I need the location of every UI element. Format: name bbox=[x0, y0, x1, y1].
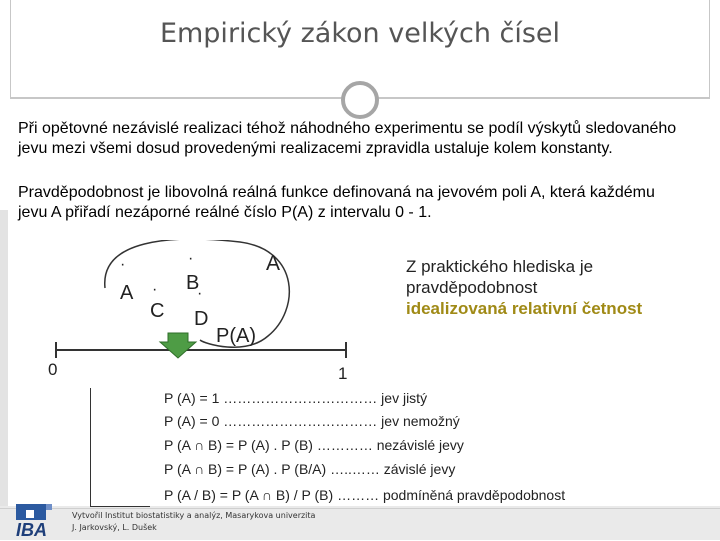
rule-leader: ……… bbox=[337, 487, 380, 503]
side-note-highlight: idealizovaná relativní četnost bbox=[406, 299, 643, 318]
event-dot: · bbox=[120, 256, 126, 273]
rule-leader: …..…… bbox=[330, 461, 380, 477]
side-note-text: Z praktického hlediska je pravděpodobnost bbox=[406, 257, 594, 297]
rule-dependent-events bbox=[164, 461, 455, 477]
rule-meaning: nezávislé jevy bbox=[376, 437, 464, 453]
page-title: Empirický zákon velkých čísel bbox=[159, 18, 561, 49]
mapping-label: P(A) bbox=[216, 325, 256, 347]
footer-credit-authors: J. Jarkovský, L. Dušek bbox=[72, 523, 157, 532]
rule-meaning: jev nemožný bbox=[381, 413, 460, 429]
footer-line bbox=[0, 508, 720, 509]
rule-formula: P (A ∩ B) = P (A) . P (B/A) bbox=[164, 461, 327, 477]
event-label-b: B bbox=[186, 272, 200, 294]
ring-ornament bbox=[341, 81, 379, 119]
rules-frame-left bbox=[90, 388, 91, 506]
paragraph-probability-definition: Pravděpodobnost je libovolná reálná funkce definovaná na jevovém poli A, která každému jevu A přiřadí nezáporné reálné číslo P(A) z intervalu 0 - 1. bbox=[18, 184, 655, 221]
set-label: A bbox=[266, 252, 281, 275]
footer-credit-institute: Vytvořil Institut biostatistiky a analýz, Masarykova univerzita bbox=[72, 511, 316, 520]
paragraph-empirical-law: Při opětovné nezávislé realizaci téhož náhodného experimentu se podíl výskytů sledovaného jevu mezi všemi dosud provedenými realizacemi zpravidla ustaluje kolem konstanty. bbox=[18, 120, 677, 157]
axis-label-one: 1 bbox=[338, 364, 348, 383]
event-label-d: D bbox=[194, 308, 209, 330]
event-dot: · bbox=[188, 250, 194, 267]
rule-formula: P (A ∩ B) = P (A) . P (B) bbox=[164, 437, 313, 453]
iba-logo-text: IBA bbox=[16, 520, 47, 540]
rule-leader: …………………………… bbox=[223, 390, 378, 406]
rule-independent-events bbox=[164, 437, 464, 453]
rule-formula: P (A) = 1 bbox=[164, 390, 220, 406]
event-dot: · bbox=[197, 285, 203, 302]
rule-leader: ………… bbox=[316, 437, 373, 453]
rule-certain-event bbox=[164, 390, 427, 406]
axis-label-zero: 0 bbox=[48, 360, 58, 379]
rule-meaning: podmíněná pravděpodobnost bbox=[382, 487, 566, 503]
rule-meaning: závislé jevy bbox=[383, 461, 456, 477]
event-label-c: C bbox=[150, 300, 165, 322]
rule-leader: …………………………… bbox=[223, 413, 378, 429]
rule-impossible-event bbox=[164, 413, 460, 429]
rule-meaning: jev jistý bbox=[381, 390, 428, 406]
event-dot: · bbox=[152, 281, 158, 298]
rule-conditional-probability bbox=[164, 487, 565, 503]
side-note bbox=[406, 256, 720, 319]
rules-frame-bottom bbox=[90, 506, 150, 507]
event-label-a: A bbox=[120, 282, 134, 304]
mapping-arrow bbox=[160, 333, 196, 358]
rule-formula: P (A) = 0 bbox=[164, 413, 220, 429]
rule-formula: P (A / B) = P (A ∩ B) / P (B) bbox=[164, 487, 334, 503]
